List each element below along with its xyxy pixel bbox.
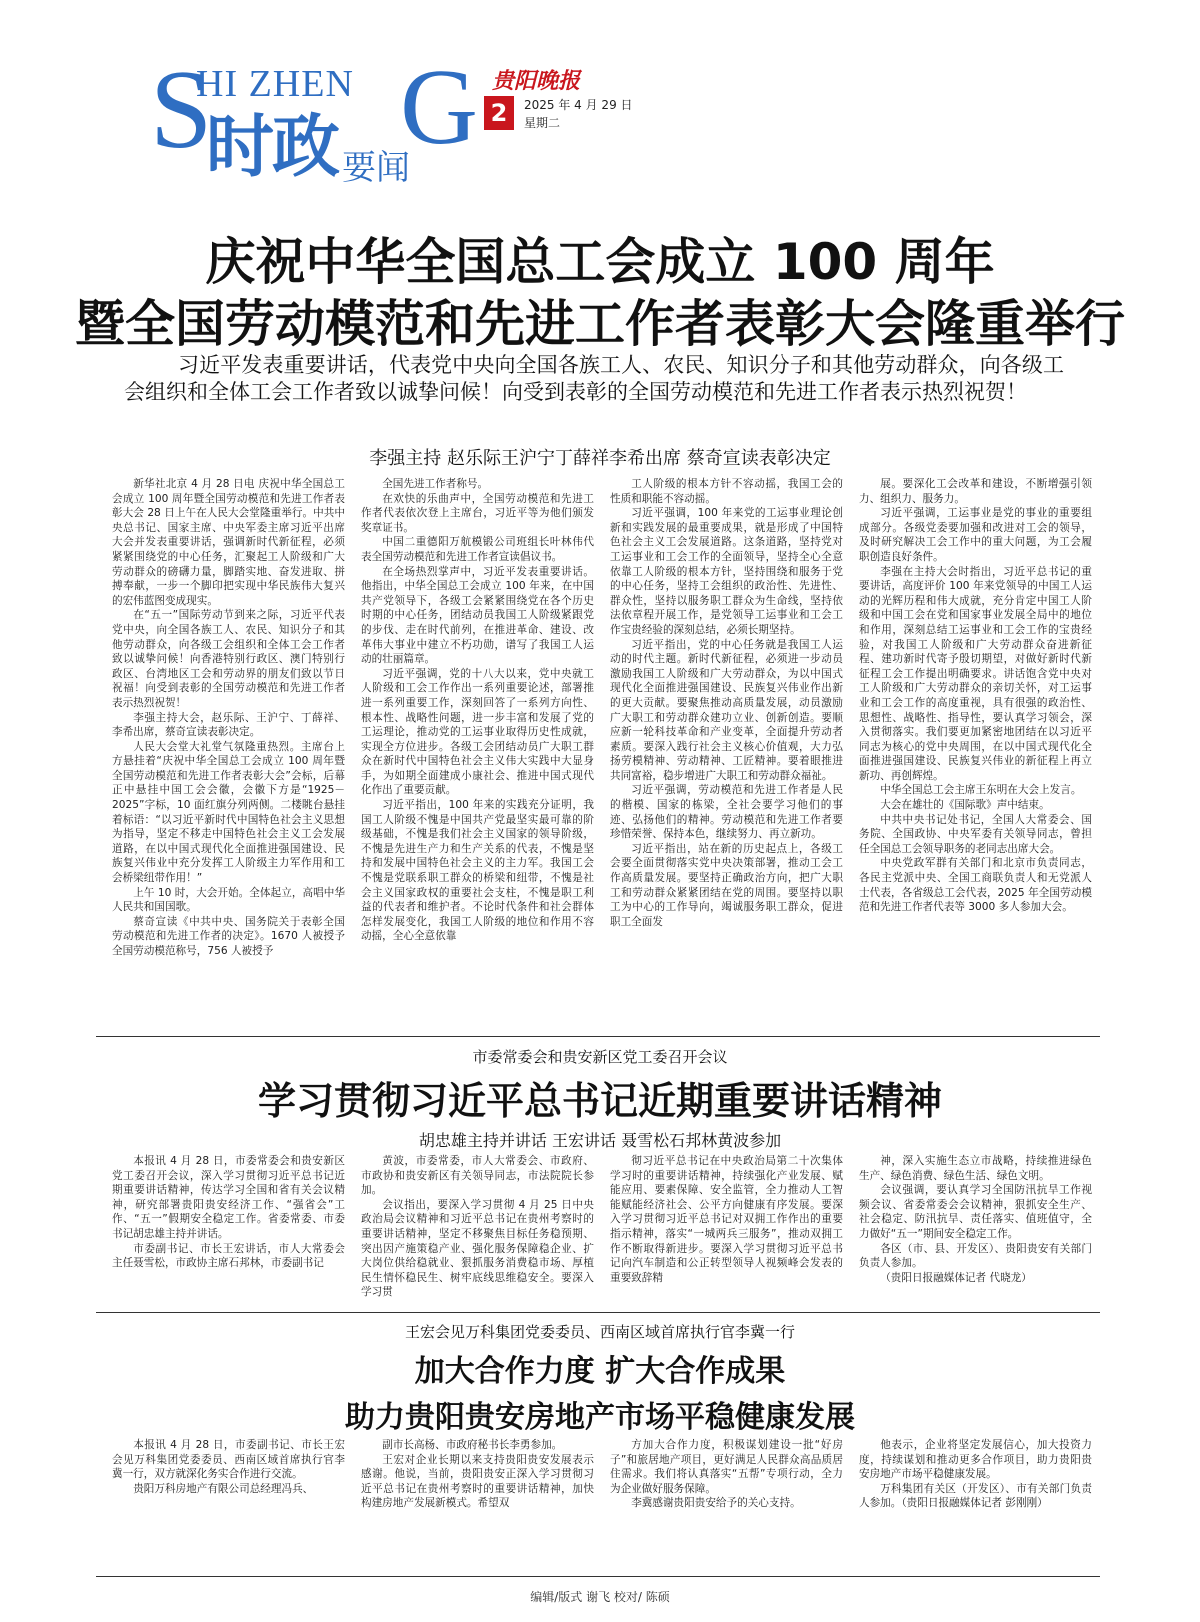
paragraph: 王宏对企业长期以来支持贵阳贵安发展表示感谢。他说，当前，贵阳贵安正深入学习贯彻习近平总书记在贵州考察时的重要讲话精神，加快构建房地产发展新模式。希望双 (361, 1453, 594, 1510)
article3-column (361, 1438, 594, 1558)
article2-kicker: 市委常委会和贵安新区党工委召开会议 (472, 1048, 728, 1066)
article2-column (361, 1154, 594, 1304)
paragraph: 神，深入实施生态立市战略，持续推进绿色生产、绿色消费、绿色生活、绿色文明。 (859, 1155, 1092, 1182)
paragraph: 他表示，企业将坚定发展信心，加大投资力度，持续谋划和推动更多合作项目，助力贵阳贵安房地产市场平稳健康发展。 (859, 1439, 1092, 1481)
article1-body (112, 477, 1092, 1027)
paragraph: 习近平强调，劳动模范和先进工作者是人民的楷模、国家的栋梁，全社会要学习他们的事迹、弘扬他们的精神。劳动模范和先进工作者要珍惜荣誉、保持本色，继续努力、再立新功。 (610, 784, 843, 841)
article1-subtitle: 李强主持 赵乐际王沪宁丁薛祥李希出席 蔡奇宣读表彰决定 (369, 448, 831, 469)
paragraph: 习近平强调，党的十八大以来，党中央就工人阶级和工会工作作出一系列重要论述，部署推进一系列重要工作，深刻回答了一系列方向性、根本性、战略性问题，进一步丰富和发展了党的工运理论，推动党的工运事业取得历史性成就，实现全方位进步。各级工会团结动员广大职工群众在新时代中国特色社会主义伟大实践中大显身手，为如期全面建成小康社会、推进中国式现代化作出了重要贡献。 (361, 667, 594, 797)
paragraph: 中央党政军群有关部门和北京市负责同志，各民主党派中央、全国工商联负责人和无党派人士代表，各省级总工会代表，2025 年全国劳动模范和先进工作者代表等 3000 多人参加大会。 (859, 857, 1092, 914)
paragraph: 中国二重德阳万航模锻公司班组长叶林伟代表全国劳动模范和先进工作者宣读倡议书。 (361, 536, 594, 563)
article2-body (112, 1154, 1092, 1304)
paragraph: （贵阳日报融媒体记者 代晓龙） (880, 1271, 1032, 1284)
paragraph: 新华社北京 4 月 28 日电 庆祝中华全国总工会成立 100 周年暨全国劳动模范和先进工作者表彰大会 28 日上午在人民大会堂隆重举行。中共中央总书记、国家主席、中央军委主席习近平出席大会并发表重要讲话，强调新时代新征程，必须紧紧围绕党的中心任务，汇聚起工人阶级和广大劳动群众的磅礴力量，脚踏实地、奋发进取、拼搏奉献，一步一个脚印把实现中华民族伟大复兴的宏伟蓝图变成现实。 (112, 478, 345, 607)
paragraph: 黄波，市委常委，市人大常委会、市政府、市政协和贵安新区有关领导同志，市法院院长参加。 (361, 1155, 594, 1197)
section-title: 时政 (206, 108, 339, 187)
paragraph: 习近平指出，站在新的历史起点上，各级工会要全面贯彻落实党中央决策部署，推动工会工作高质量发展。要坚持正确政治方向，把广大职工和劳动群众紧紧团结在党的周围。要坚持以职工为中心的工作导向，竭诚服务职工群众，促进职工全面发 (610, 842, 843, 928)
paragraph: 人民大会堂大礼堂气氛隆重热烈。主席台上方悬挂着“庆祝中华全国总工会成立 100 周年暨全国劳动模范和先进工作者表彰大会”会标，后幕正中悬挂中国工会会徽，会徽下方是“1925－2025”字标，10 面红旗分列两侧。二楼眺台悬挂着标语：“以习近平新时代中国特色社会主义思想为指导，坚定不移走中国特色社会主义工会发展道路，在以中国式现代化全面推进强国建设、民族复兴伟业中充分发挥工人阶级主力军作用和工会桥梁纽带作用！” (112, 740, 345, 885)
paragraph: 各区（市、县、开发区）、贵阳贵安有关部门负责人参加。 (859, 1242, 1092, 1270)
article3-column (859, 1438, 1092, 1558)
article3-kicker: 王宏会见万科集团党委委员、西南区域首席执行官李冀一行 (404, 1323, 795, 1341)
paragraph: 本报讯 4 月 28 日，市委常委会和贵安新区党工委召开会议，深入学习贯彻习近平总书记近期重要讲话精神，传达学习全国和省有关会议精神，研究部署贵阳贵安经济工作、“强省会”工作、“五一”假期安全稳定工作。省委常委、市委书记胡忠雄主持并讲话。 (112, 1155, 345, 1240)
article1-lead: 习近平发表重要讲话，代表党中央向全国各族工人、农民、知识分子和其他劳动群众，向各级工会组织和全体工会工作者致以诚挚问候！向受到表彰的全国劳动模范和先进工作者表示热烈祝贺！ (124, 353, 1064, 404)
paragraph: 中华全国总工会主席王东明在大会上发言。 (880, 784, 1082, 797)
article3-column (112, 1438, 345, 1558)
footer-divider (96, 1576, 1100, 1577)
article1-column (859, 477, 1092, 1027)
newspaper-logo: 贵阳晚报 (492, 68, 581, 94)
publication-weekday: 星期二 (524, 116, 561, 130)
page-number-badge: 2 (484, 96, 514, 130)
paragraph: 展。要深化工会改革和建设，不断增强引领力、组织力、服务力。 (859, 478, 1092, 505)
paragraph: 副市长高杨、市政府秘书长李勇参加。 (382, 1439, 563, 1451)
article3-title-line1: 加大合作力度 扩大合作成果 (414, 1354, 786, 1389)
masthead-letters-hizhen: HI ZHEN (196, 63, 354, 105)
paragraph: 习近平强调，100 年来党的工运事业理论创新和实践发展的最重要成果，就是形成了中国特色社会主义工会发展道路。这条道路，坚持党对工运事业和工会工作的全面领导，坚持全心全意依靠工人阶级的根本方针，坚持围绕和服务于党的中心任务，坚持工会组织的政治性、先进性、群众性，坚持以服务职工群众为生命线，坚持依法依章程开展工作，是党领导工运事业和工会工作宝贵经验的深刻总结，必须长期坚持。 (610, 507, 843, 636)
paragraph: 会议指出，要深入学习贯彻 4 月 25 日中央政治局会议精神和习近平总书记在贵州考察时的重要讲话精神，坚定不移聚焦目标任务稳预期、突出因产施策稳产业、强化服务保障稳企业、扩大岗位供给稳就业、狠抓服务消费稳市场、厚植民生情怀稳民生、树牢底线思维稳安全。要深入学习贯 (361, 1198, 594, 1299)
article3-column (610, 1438, 843, 1558)
paragraph: 贵阳万科房地产有限公司总经理冯兵、 (133, 1482, 314, 1495)
article1-title-line2: 暨全国劳动模范和先进工作者表彰大会隆重举行 (75, 295, 1125, 353)
paragraph: 彻习近平总书记在中央政治局第二十次集体学习时的重要讲话精神，持续强化产业发展、赋能应用、要素保障、安全监管，全力推动人工智能赋能经济社会、公平方向健康有序发展。要深入学习贯彻习近平总书记对双拥工作作出的重要指示精神，落实“一城两兵三服务”，推动双拥工作不断取得新进步。要深入学习贯彻习近平总书记向汽车制造和公正转型领导人视频峰会发表的重要致辞精 (610, 1155, 843, 1284)
paragraph: 在欢快的乐曲声中，全国劳动模范和先进工作者代表依次登上主席台，习近平等为他们颁发奖章证书。 (361, 492, 594, 534)
paragraph: 习近平指出，党的中心任务就是我国工人运动的时代主题。新时代新征程，必须进一步动员激励我国工人阶级和广大劳动群众，为以中国式现代化全面推进强国建设、民族复兴伟业作出新的更大贡献。要聚焦推动高质量发展，动员激励广大职工和劳动群众建功立业、创新创造。要顺应新一轮科技革命和产业变革，全面提升劳动者素质。要深入践行社会主义核心价值观，大力弘扬劳模精神、劳动精神、工匠精神。要着眼推进共同富裕，稳步增进广大职工和劳动群众福祉。 (610, 638, 843, 782)
paragraph: 习近平指出，100 年来的实践充分证明，我国工人阶级不愧是中国共产党最坚实最可靠的阶级基础，不愧是我们社会主义国家的领导阶级，不愧是先进生产力和生产关系的代表，不愧是坚持和发展中国特色社会主义的主力军。我国工会不愧是党联系职工群众的桥梁和纽带，不愧是社会主义国家政权的重要社会支柱，不愧是职工利益的代表者和维护者。不论时代条件和社会群体怎样发展变化，我国工人阶级的地位和作用不容动摇，全心全意依靠 (361, 799, 594, 943)
article2-column (112, 1154, 345, 1304)
article1-column (112, 477, 345, 1027)
article2-column (610, 1154, 843, 1304)
paragraph: 万科集团有关区（开发区）、市有关部门负责人参加。（贵阳日报融媒体记者 彭刚刚） (859, 1482, 1092, 1510)
publication-date: 2025 年 4 月 29 日 (524, 98, 633, 112)
article1-column (361, 477, 594, 1027)
paragraph: 上午 10 时，大会开始。全体起立，高唱中华人民共和国国歌。 (112, 886, 345, 914)
article1-title-line1: 庆祝中华全国总工会成立 100 周年 (205, 233, 995, 291)
subsection-title: 要闻 (342, 148, 410, 188)
article1-column (610, 477, 843, 1027)
paragraph: 在全场热烈掌声中，习近平发表重要讲话。他指出，中华全国总工会成立 100 年来，在中国共产党领导下，各级工会紧紧围绕党在各个历史时期的中心任务，团结动员我国工人阶级紧跟党的步伐、走在时代前列，在推进革命、建设、改革伟大事业中建立不朽功勋，谱写了我国工人运动的壮丽篇章。 (361, 565, 594, 666)
paragraph: 大会在雄壮的《国际歌》声中结束。 (880, 799, 1050, 812)
paragraph: 蔡奇宣读《中共中央、国务院关于表彰全国劳动模范和先进工作者的决定》。1670 人被授予全国劳动模范称号，756 人被授予 (112, 915, 345, 957)
paragraph: 工人阶级的根本方针不容动摇，我国工会的性质和职能不容动摇。 (610, 478, 843, 505)
article2-column (859, 1154, 1092, 1304)
paragraph: 习近平强调，工运事业是党的事业的重要组成部分。各级党委要加强和改进对工会的领导，及时研究解决工会工作中的重大问题，为工会履职创造良好条件。 (859, 507, 1092, 563)
paragraph: 李强主持大会，赵乐际、王沪宁、丁薛祥、李希出席，蔡奇宣读表彰决定。 (112, 711, 345, 739)
article2-subtitle: 胡忠雄主持并讲话 王宏讲话 聂雪松石邦林黄波参加 (418, 1131, 782, 1150)
paragraph: 李冀感谢贵阳贵安给予的关心支持。 (631, 1497, 801, 1510)
masthead-letter-s: S (150, 48, 213, 172)
section-divider (96, 1312, 1100, 1313)
article3-title-line2: 助力贵阳贵安房地产市场平稳健康发展 (345, 1400, 855, 1435)
paragraph: 在“五一”国际劳动节到来之际，习近平代表党中央，向全国各族工人、农民、知识分子和其他劳动群众，向各级工会组织和全体工会工作者致以诚挚问候！向香港特别行政区、澳门特别行政区、台湾地区工会和劳动界的朋友们致以节日祝福！向受到表彰的全国劳动模范和先进工作者表示热烈祝贺！ (112, 609, 345, 709)
paragraph: 全国先进工作者称号。 (382, 478, 489, 490)
article3-body (112, 1438, 1092, 1558)
paragraph: 市委副书记、市长王宏讲话，市人大常委会主任聂雪松，市政协主席石邦林，市委副书记 (112, 1242, 345, 1270)
paragraph: 会议强调，要认真学习全国防汛抗旱工作视频会议、省委常委会会议精神，狠抓安全生产、社会稳定、防汛抗旱、责任落实、值班值守，全力做好“五一”期间安全稳定工作。 (859, 1184, 1092, 1240)
paragraph: 中共中央书记处书记，全国人大常委会、国务院、全国政协、中央军委有关领导同志，曾担任全国总工会领导职务的老同志出席大会。 (859, 813, 1092, 855)
article2-title: 学习贯彻习近平总书记近期重要讲话精神 (257, 1079, 942, 1123)
masthead-letter-g: G (400, 48, 478, 167)
paragraph: 李强在主持大会时指出，习近平总书记的重要讲话，高度评价 100 年来党领导的中国工人运动的光辉历程和伟大成就，充分肯定中国工人阶级和中国工会在党和国家事业发展全局中的地位和作用，深刻总结工运事业和工会工作的宝贵经验，对我国工人阶级和广大劳动群众奋进新征程、建功新时代寄予殷切期望，对做好新时代新征程工会工作提出明确要求。讲话饱含党中央对工人阶级和广大劳动群众的亲切关怀，对工运事业和工会工作的高度重视，具有很强的政治性、思想性、战略性、指导性，要认真学习领会，深入贯彻落实。我们要更加紧密地团结在以习近平同志为核心的党中央周围，在以中国式现代化全面推进强国建设、民族复兴伟业的新征程上再立新功、再创辉煌。 (859, 565, 1092, 782)
page-credits: 编辑/版式 谢飞 校对/ 陈硕 (530, 1590, 670, 1604)
section-divider (96, 1036, 1100, 1037)
paragraph: 方加大合作力度，积极谋划建设一批“好房子”和旅居地产项目，更好满足人民群众高品质居住需求。我们将认真落实“五帮”专项行动，全力为企业做好服务保障。 (610, 1439, 843, 1495)
paragraph: 本报讯 4 月 28 日，市委副书记、市长王宏会见万科集团党委委员、西南区域首席执行官李冀一行，双方就深化务实合作进行交流。 (112, 1439, 345, 1481)
